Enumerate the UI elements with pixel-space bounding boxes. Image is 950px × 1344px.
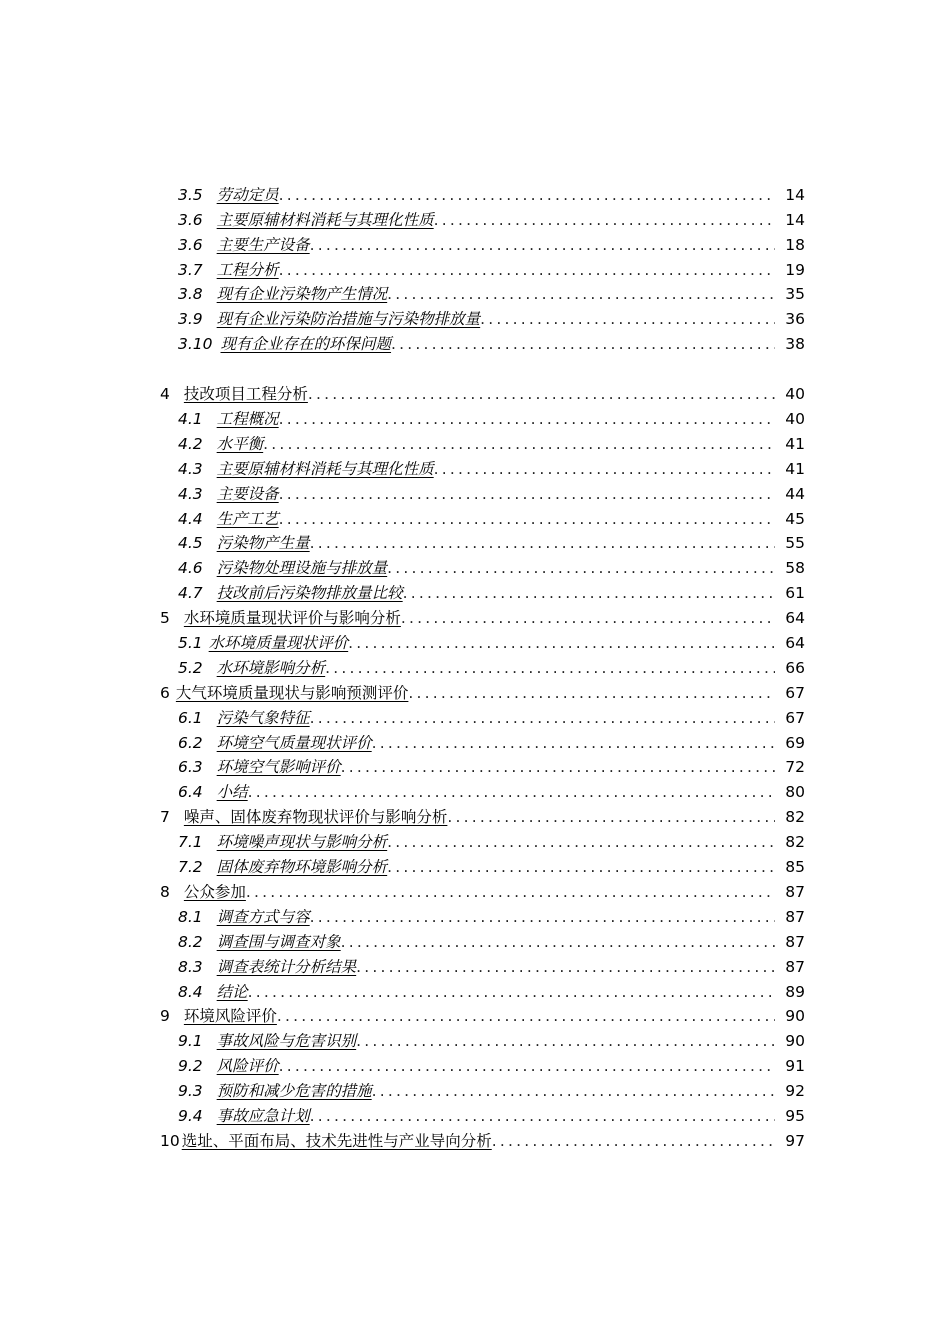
toc-entry-number: 8 bbox=[160, 882, 170, 901]
toc-page-number: 40 bbox=[785, 410, 805, 429]
toc-entry-title: 大气环境质量现状与影响预测评价 bbox=[175, 683, 409, 702]
toc-entry-link[interactable] bbox=[178, 584, 403, 604]
toc-entry[interactable] bbox=[0, 903, 950, 928]
toc-entry[interactable] bbox=[0, 530, 950, 555]
toc-entry-number: 4.6 bbox=[178, 559, 203, 578]
toc-entry-number: 3.6 bbox=[178, 235, 203, 254]
toc-entry-number: 4.2 bbox=[178, 434, 203, 453]
toc-entry-number: 3.8 bbox=[178, 285, 203, 304]
toc-entry-link[interactable] bbox=[178, 1082, 372, 1102]
toc-entry-number: 7.2 bbox=[178, 858, 203, 877]
toc-entry[interactable] bbox=[0, 629, 950, 654]
toc-entry-title: 技改前后污染物排放量比较 bbox=[216, 584, 403, 603]
toc-leader-dots bbox=[277, 1007, 775, 1027]
toc-page-number: 19 bbox=[785, 260, 805, 279]
toc-leader-dots bbox=[391, 335, 775, 355]
toc-page-number: 18 bbox=[785, 235, 805, 254]
toc-leader-dots bbox=[310, 908, 775, 928]
toc-leader-dots bbox=[408, 684, 775, 704]
toc-page-number: 85 bbox=[785, 858, 805, 877]
toc-entry[interactable] bbox=[0, 1127, 950, 1152]
toc-entry-number: 7.1 bbox=[178, 833, 203, 852]
toc-leader-dots bbox=[403, 584, 775, 604]
toc-entry-link[interactable] bbox=[178, 908, 310, 928]
toc-entry-number: 3.6 bbox=[178, 210, 203, 229]
toc-entry[interactable] bbox=[0, 256, 950, 281]
toc-entry[interactable] bbox=[0, 778, 950, 803]
toc-leader-dots bbox=[387, 559, 775, 579]
toc-leader-dots bbox=[447, 808, 775, 828]
toc-entry-title: 水环境质量现状评价与影响分析 bbox=[183, 609, 401, 628]
toc-entry[interactable] bbox=[0, 305, 950, 330]
toc-leader-dots bbox=[279, 1057, 775, 1077]
toc-page-number: 14 bbox=[785, 185, 805, 204]
toc-entry[interactable] bbox=[0, 1102, 950, 1127]
toc-entry-title: 生产工艺 bbox=[216, 509, 279, 528]
toc-page-number: 91 bbox=[785, 1057, 805, 1076]
toc-leader-dots bbox=[310, 709, 775, 729]
toc-page-number: 64 bbox=[785, 634, 805, 653]
toc-entry-title: 工程概况 bbox=[216, 410, 279, 429]
toc-entry-link[interactable] bbox=[160, 1132, 492, 1152]
toc-entry[interactable] bbox=[0, 579, 950, 604]
toc-page-number: 44 bbox=[785, 484, 805, 503]
toc-entry[interactable] bbox=[0, 878, 950, 903]
toc-entry-title: 主要设备 bbox=[216, 484, 279, 503]
toc-page-number: 95 bbox=[785, 1106, 805, 1125]
toc-leader-dots bbox=[279, 186, 775, 206]
toc-entry-link[interactable] bbox=[178, 285, 387, 305]
toc-entry-number: 6.1 bbox=[178, 708, 203, 727]
toc-entry-link[interactable] bbox=[178, 1032, 356, 1052]
toc-entry[interactable] bbox=[0, 729, 950, 754]
toc-entry-title: 工程分析 bbox=[216, 260, 279, 279]
toc-entry-number: 4 bbox=[160, 385, 170, 404]
toc-entry-number: 3.9 bbox=[178, 310, 203, 329]
toc-page-number: 87 bbox=[785, 882, 805, 901]
toc-entry-number: 9.2 bbox=[178, 1057, 203, 1076]
toc-entry-title: 结论 bbox=[216, 982, 248, 1001]
toc-entry-number: 3.5 bbox=[178, 185, 203, 204]
toc-entry-number: 8.2 bbox=[178, 932, 203, 951]
toc-page-number: 58 bbox=[785, 559, 805, 578]
toc-leader-dots bbox=[248, 983, 775, 1003]
toc-leader-dots bbox=[372, 1082, 775, 1102]
toc-entry-title: 环境噪声现状与影响分析 bbox=[216, 833, 388, 852]
toc-entry-title: 预防和减少危害的措施 bbox=[216, 1082, 372, 1101]
toc-entry-number: 9.3 bbox=[178, 1082, 203, 1101]
toc-entry-link[interactable] bbox=[178, 833, 387, 853]
toc-page-number: 82 bbox=[785, 833, 805, 852]
toc-entry-number: 4.5 bbox=[178, 534, 203, 553]
toc-entry-title: 主要原辅材料消耗与其理化性质 bbox=[216, 210, 434, 229]
toc-entry-link[interactable] bbox=[178, 659, 325, 679]
toc-entry-link[interactable] bbox=[178, 510, 279, 530]
toc-entry-title: 调查表统计分析结果 bbox=[216, 957, 357, 976]
toc-page-number: 69 bbox=[785, 733, 805, 752]
toc-leader-dots bbox=[372, 734, 775, 754]
toc-entry[interactable] bbox=[0, 978, 950, 1003]
toc-entry-link[interactable] bbox=[160, 609, 401, 629]
toc-entry-number: 8.1 bbox=[178, 907, 203, 926]
toc-leader-dots bbox=[348, 634, 775, 654]
toc-entry-title: 事故风险与危害识别 bbox=[216, 1032, 357, 1051]
toc-entry[interactable] bbox=[0, 928, 950, 953]
toc-entry[interactable] bbox=[0, 430, 950, 455]
toc-entry-link[interactable] bbox=[178, 709, 310, 729]
toc-entry-link[interactable] bbox=[178, 236, 310, 256]
toc-entry-title: 环境风险评价 bbox=[183, 1007, 277, 1026]
toc-entry-number: 7 bbox=[160, 808, 170, 827]
toc-entry-title: 环境空气质量现状评价 bbox=[216, 733, 372, 752]
toc-leader-dots bbox=[492, 1132, 775, 1152]
toc-entry[interactable] bbox=[0, 803, 950, 828]
toc-entry-number: 10 bbox=[160, 1131, 180, 1150]
toc-page-number: 38 bbox=[785, 335, 805, 354]
toc-entry-number: 9.4 bbox=[178, 1106, 203, 1125]
toc-entry-link[interactable] bbox=[160, 684, 408, 704]
toc-entry-title: 事故应急计划 bbox=[216, 1106, 310, 1125]
toc-entry-title: 调查围与调查对象 bbox=[216, 932, 341, 951]
toc-entry[interactable] bbox=[0, 604, 950, 629]
toc-entry-number: 6.2 bbox=[178, 733, 203, 752]
toc-leader-dots bbox=[341, 758, 775, 778]
toc-page-number: 90 bbox=[785, 1007, 805, 1026]
toc-entry-title: 现有企业存在的环保问题 bbox=[220, 335, 392, 354]
toc-entry-title: 主要生产设备 bbox=[216, 235, 310, 254]
toc-entry[interactable] bbox=[0, 828, 950, 853]
toc-entry-link[interactable] bbox=[160, 1007, 277, 1027]
toc-entry-title: 水平衡 bbox=[216, 434, 264, 453]
toc-leader-dots bbox=[279, 510, 775, 530]
toc-leader-dots bbox=[246, 883, 775, 903]
toc-entry-number: 4.3 bbox=[178, 459, 203, 478]
toc-leader-dots bbox=[279, 410, 775, 430]
toc-entry-link[interactable] bbox=[178, 734, 372, 754]
toc-leader-dots bbox=[310, 1107, 775, 1127]
toc-page-number: 41 bbox=[785, 434, 805, 453]
toc-entry-title: 现有企业污染物产生情况 bbox=[216, 285, 388, 304]
toc-entry[interactable] bbox=[0, 405, 950, 430]
toc-leader-dots bbox=[263, 435, 775, 455]
toc-page-number: 80 bbox=[785, 783, 805, 802]
toc-entry[interactable] bbox=[0, 455, 950, 480]
toc-entry-title: 水环境影响分析 bbox=[216, 658, 326, 677]
toc-page-number: 45 bbox=[785, 509, 805, 528]
toc-entry-number: 3.7 bbox=[178, 260, 203, 279]
toc-leader-dots bbox=[325, 659, 775, 679]
toc-entry[interactable] bbox=[0, 181, 950, 206]
toc-entry-link[interactable] bbox=[178, 310, 480, 330]
toc-entry[interactable] bbox=[0, 480, 950, 505]
toc-page-number: 36 bbox=[785, 310, 805, 329]
toc-entry-number: 6.3 bbox=[178, 758, 203, 777]
toc-page-number: 61 bbox=[785, 584, 805, 603]
toc-entry[interactable] bbox=[0, 1027, 950, 1052]
toc-page-number: 82 bbox=[785, 808, 805, 827]
toc-entry-title: 噪声、固体废弃物现状评价与影响分析 bbox=[183, 808, 448, 827]
toc-page-number: 87 bbox=[785, 907, 805, 926]
toc-entry-number: 4.3 bbox=[178, 484, 203, 503]
toc-entry[interactable] bbox=[0, 554, 950, 579]
toc-leader-dots bbox=[401, 609, 775, 629]
toc-entry-number: 6 bbox=[160, 683, 170, 702]
toc-entry-link[interactable] bbox=[178, 435, 263, 455]
toc-leader-dots bbox=[279, 485, 775, 505]
toc-entry-link[interactable] bbox=[178, 758, 341, 778]
toc-entry[interactable] bbox=[0, 704, 950, 729]
toc-entry-number: 3.10 bbox=[178, 335, 213, 354]
toc-page-number: 35 bbox=[785, 285, 805, 304]
toc-entry-link[interactable] bbox=[178, 460, 434, 480]
toc-entry-title: 劳动定员 bbox=[216, 185, 279, 204]
toc-entry-link[interactable] bbox=[178, 958, 356, 978]
toc-page-number: 87 bbox=[785, 957, 805, 976]
toc-entry-number: 8.4 bbox=[178, 982, 203, 1001]
toc-entry-link[interactable] bbox=[178, 335, 391, 355]
toc-leader-dots bbox=[480, 310, 775, 330]
toc-entry[interactable] bbox=[0, 853, 950, 878]
toc-entry-link[interactable] bbox=[160, 883, 246, 903]
toc-entry-link[interactable] bbox=[178, 783, 248, 803]
toc-leader-dots bbox=[387, 858, 775, 878]
toc-entry-title: 小结 bbox=[216, 783, 248, 802]
toc-page-number: 72 bbox=[785, 758, 805, 777]
toc-entry-link[interactable] bbox=[178, 261, 279, 281]
toc-entry-link[interactable] bbox=[178, 410, 279, 430]
toc-entry-number: 6.4 bbox=[178, 783, 203, 802]
toc-page-number: 14 bbox=[785, 210, 805, 229]
toc-entry-link[interactable] bbox=[178, 983, 248, 1003]
toc-page-number: 67 bbox=[785, 708, 805, 727]
toc-entry-title: 主要原辅材料消耗与其理化性质 bbox=[216, 459, 434, 478]
toc-leader-dots bbox=[387, 285, 775, 305]
toc-entry-title: 风险评价 bbox=[216, 1057, 279, 1076]
toc-entry[interactable] bbox=[0, 380, 950, 405]
toc-page-number: 87 bbox=[785, 932, 805, 951]
toc-leader-dots bbox=[310, 534, 775, 554]
toc-leader-dots bbox=[434, 211, 775, 231]
toc-entry-number: 9 bbox=[160, 1007, 170, 1026]
toc-entry-link[interactable] bbox=[178, 534, 310, 554]
toc-entry-number: 9.1 bbox=[178, 1032, 203, 1051]
toc-leader-dots bbox=[279, 261, 775, 281]
toc-page-number: 92 bbox=[785, 1082, 805, 1101]
toc-entry-title: 现有企业污染防治措施与污染物排放量 bbox=[216, 310, 481, 329]
toc-entry[interactable] bbox=[0, 679, 950, 704]
toc-entry-title: 调查方式与容 bbox=[216, 907, 310, 926]
toc-leader-dots bbox=[308, 385, 775, 405]
toc-leader-dots bbox=[387, 833, 775, 853]
toc-entry[interactable] bbox=[0, 231, 950, 256]
toc-entry-title: 选址、平面布局、技术先进性与产业导向分析 bbox=[181, 1131, 492, 1150]
toc-entry-link[interactable] bbox=[178, 1107, 310, 1127]
toc-entry-link[interactable] bbox=[178, 634, 348, 654]
toc-page-number: 90 bbox=[785, 1032, 805, 1051]
toc-entry-title: 公众参加 bbox=[183, 882, 246, 901]
toc-entry-number: 5 bbox=[160, 609, 170, 628]
toc-leader-dots bbox=[310, 236, 775, 256]
toc-leader-dots bbox=[434, 460, 775, 480]
toc-page-number: 66 bbox=[785, 658, 805, 677]
toc-entry-title: 污染物产生量 bbox=[216, 534, 310, 553]
toc-leader-dots bbox=[248, 783, 775, 803]
toc-leader-dots bbox=[341, 933, 775, 953]
toc-entry-title: 污染物处理设施与排放量 bbox=[216, 559, 388, 578]
toc-entry-number: 4.7 bbox=[178, 584, 203, 603]
toc-entry-number: 8.3 bbox=[178, 957, 203, 976]
toc-entry-link[interactable] bbox=[178, 211, 434, 231]
toc-entry[interactable] bbox=[0, 505, 950, 530]
toc-entry[interactable] bbox=[0, 1052, 950, 1077]
toc-entry[interactable] bbox=[0, 654, 950, 679]
toc-entry-number: 5.2 bbox=[178, 658, 203, 677]
toc-entry-number: 5.1 bbox=[178, 634, 203, 653]
toc-entry[interactable] bbox=[0, 206, 950, 231]
toc-page-number: 89 bbox=[785, 982, 805, 1001]
toc-page-number: 41 bbox=[785, 459, 805, 478]
toc-entry-title: 水环境质量现状评价 bbox=[208, 634, 349, 653]
toc-entry-link[interactable] bbox=[178, 858, 387, 878]
toc-entry-title: 环境空气影响评价 bbox=[216, 758, 341, 777]
toc-entry-link[interactable] bbox=[160, 385, 308, 405]
toc-entry[interactable] bbox=[0, 1003, 950, 1028]
toc-entry-number: 4.1 bbox=[178, 410, 203, 429]
toc-entry-link[interactable] bbox=[178, 186, 279, 206]
toc-entry-number: 4.4 bbox=[178, 509, 203, 528]
toc-entry-link[interactable] bbox=[178, 485, 279, 505]
toc-entry-title: 技改项目工程分析 bbox=[183, 385, 308, 404]
toc-entry-title: 固体废弃物环境影响分析 bbox=[216, 858, 388, 877]
toc-leader-dots bbox=[356, 1032, 775, 1052]
toc-entry-link[interactable] bbox=[178, 933, 341, 953]
toc-entry-link[interactable] bbox=[178, 559, 387, 579]
toc-entry-title: 污染气象特征 bbox=[216, 708, 310, 727]
toc-leader-dots bbox=[356, 958, 775, 978]
toc-entry[interactable] bbox=[0, 953, 950, 978]
toc-entry[interactable] bbox=[0, 281, 950, 306]
table-of-contents bbox=[0, 181, 950, 1152]
toc-entry[interactable] bbox=[0, 330, 950, 355]
toc-entry[interactable] bbox=[0, 1077, 950, 1102]
toc-page-number: 97 bbox=[785, 1131, 805, 1150]
toc-page-number: 40 bbox=[785, 385, 805, 404]
toc-entry-link[interactable] bbox=[178, 1057, 279, 1077]
toc-page-number: 64 bbox=[785, 609, 805, 628]
toc-entry-link[interactable] bbox=[160, 808, 447, 828]
toc-entry[interactable] bbox=[0, 754, 950, 779]
toc-page-number: 55 bbox=[785, 534, 805, 553]
toc-page-number: 67 bbox=[785, 683, 805, 702]
